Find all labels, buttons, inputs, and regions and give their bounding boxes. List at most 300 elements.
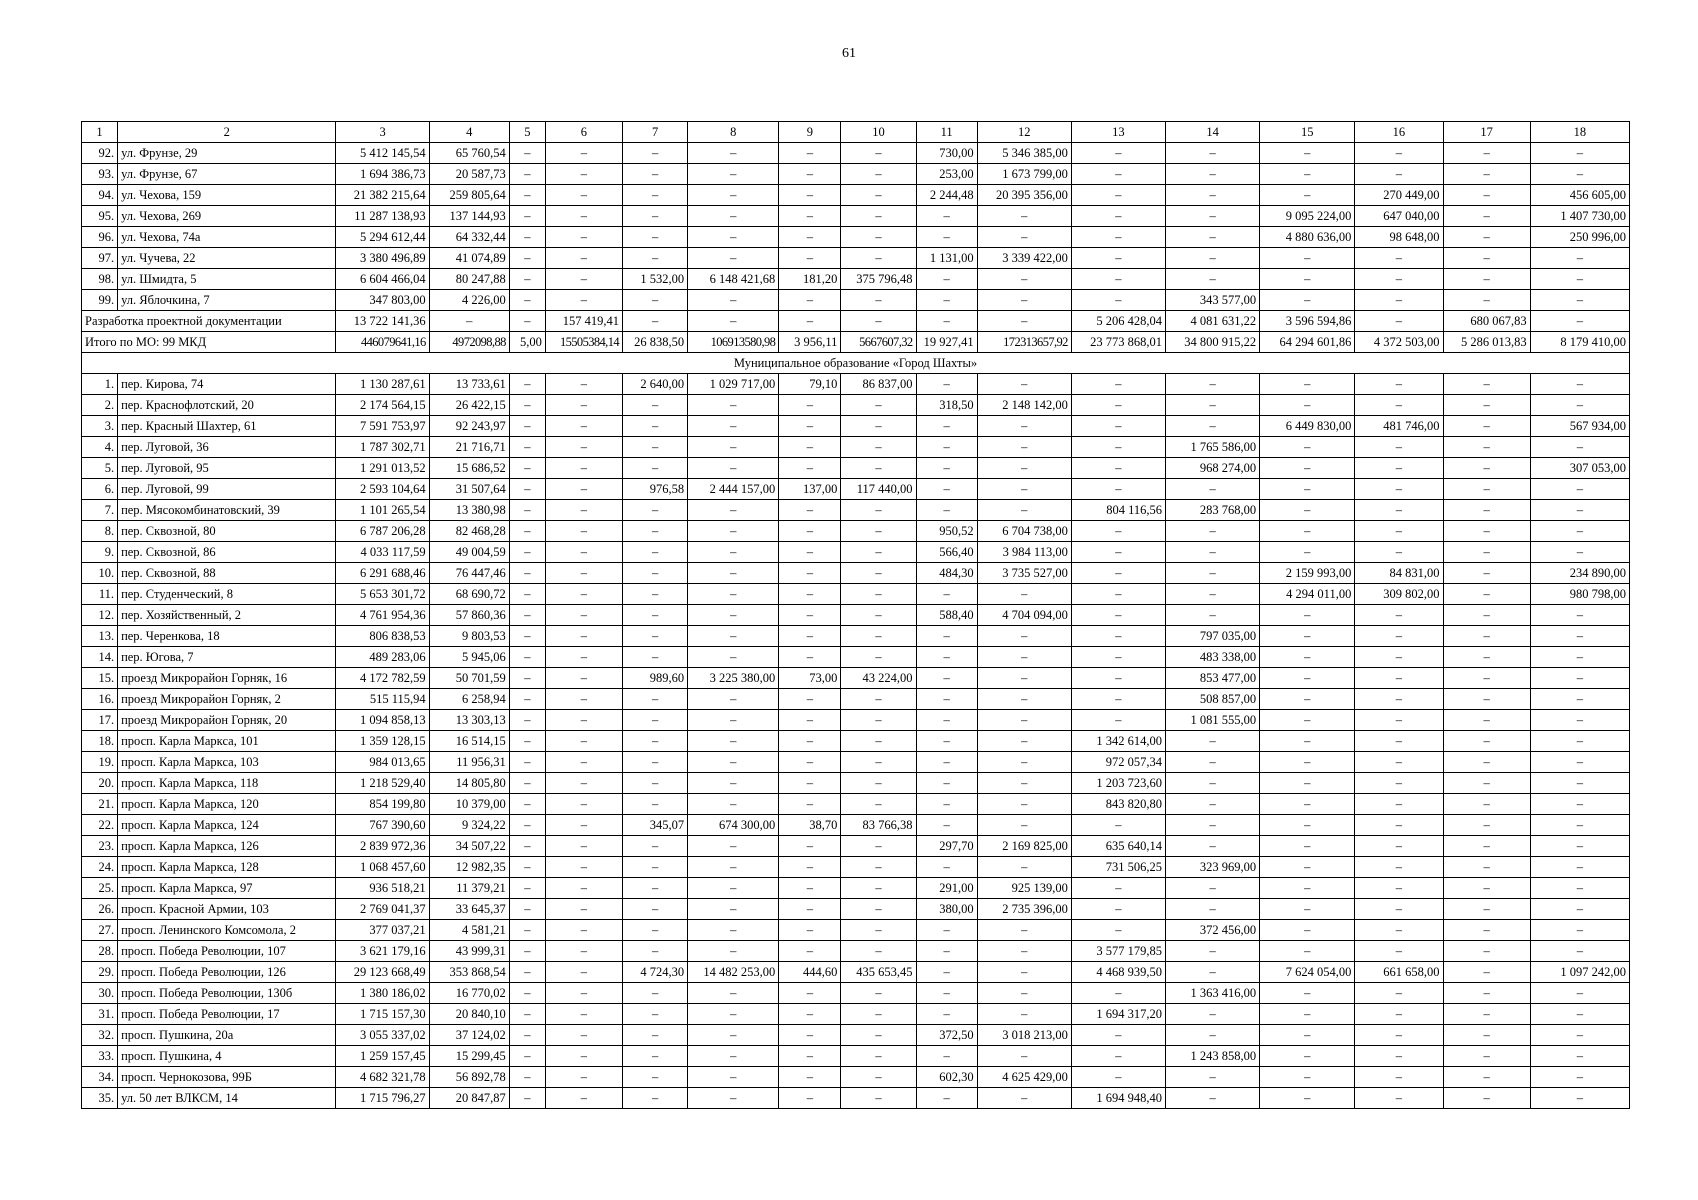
table-cell: – bbox=[779, 752, 841, 773]
table-cell: – bbox=[1443, 920, 1530, 941]
table-cell: – bbox=[1355, 395, 1443, 416]
table-cell: 33. bbox=[82, 1046, 118, 1067]
table-cell: – bbox=[623, 731, 688, 752]
table-cell: 1 029 717,00 bbox=[688, 374, 779, 395]
table-cell: – bbox=[545, 290, 622, 311]
table-cell: 6 704 738,00 bbox=[977, 521, 1071, 542]
table-cell: – bbox=[1355, 458, 1443, 479]
table-cell: просп. Карла Маркса, 120 bbox=[118, 794, 336, 815]
table-cell: – bbox=[916, 1046, 977, 1067]
table-cell: 566,40 bbox=[916, 542, 977, 563]
table-cell: 1 673 799,00 bbox=[977, 164, 1071, 185]
table-cell: – bbox=[623, 647, 688, 668]
table-cell: – bbox=[688, 563, 779, 584]
table-cell: – bbox=[841, 983, 916, 1004]
table-cell: – bbox=[1071, 227, 1165, 248]
table-cell: – bbox=[545, 1067, 622, 1088]
table-cell: – bbox=[545, 1088, 622, 1109]
table-cell: 64 332,44 bbox=[429, 227, 509, 248]
table-cell: – bbox=[623, 773, 688, 794]
table-cell: 291,00 bbox=[916, 878, 977, 899]
table-cell: – bbox=[688, 584, 779, 605]
table-cell: 19 927,41 bbox=[916, 332, 977, 353]
table-cell: 31. bbox=[82, 1004, 118, 1025]
table-cell: 767 390,60 bbox=[336, 815, 429, 836]
table-cell: – bbox=[977, 374, 1071, 395]
table-row bbox=[82, 143, 1630, 164]
table-cell: – bbox=[1530, 1067, 1629, 1088]
table-cell: – bbox=[1260, 857, 1355, 878]
column-header: 8 bbox=[688, 122, 779, 143]
table-cell: пер. Луговой, 36 bbox=[118, 437, 336, 458]
table-cell: – bbox=[1260, 248, 1355, 269]
table-cell: – bbox=[623, 458, 688, 479]
table-cell: – bbox=[545, 269, 622, 290]
table-cell: – bbox=[1355, 479, 1443, 500]
table-cell: – bbox=[623, 185, 688, 206]
table-cell: – bbox=[841, 731, 916, 752]
table-cell: – bbox=[841, 836, 916, 857]
table-cell: – bbox=[688, 1088, 779, 1109]
table-cell: 1. bbox=[82, 374, 118, 395]
table-cell: – bbox=[1071, 710, 1165, 731]
table-cell: – bbox=[623, 248, 688, 269]
table-cell: – bbox=[841, 311, 916, 332]
table-cell: 21 716,71 bbox=[429, 437, 509, 458]
table-cell: просп. Ленинского Комсомола, 2 bbox=[118, 920, 336, 941]
table-cell: – bbox=[1443, 542, 1530, 563]
table-cell: – bbox=[623, 752, 688, 773]
table-cell: 1 203 723,60 bbox=[1071, 773, 1165, 794]
table-cell: 588,40 bbox=[916, 605, 977, 626]
table-cell: – bbox=[1530, 1046, 1629, 1067]
table-cell: – bbox=[1166, 395, 1260, 416]
table-cell: – bbox=[545, 752, 622, 773]
table-cell: – bbox=[779, 1088, 841, 1109]
table-cell: 1 407 730,00 bbox=[1530, 206, 1629, 227]
column-header: 4 bbox=[429, 122, 509, 143]
table-cell: 1 715 796,27 bbox=[336, 1088, 429, 1109]
table-cell: 4 226,00 bbox=[429, 290, 509, 311]
table-cell: – bbox=[841, 584, 916, 605]
table-cell: 26. bbox=[82, 899, 118, 920]
table-cell: пер. Красный Шахтер, 61 bbox=[118, 416, 336, 437]
table-row bbox=[82, 815, 1630, 836]
table-cell: пер. Мясокомбинатовский, 39 bbox=[118, 500, 336, 521]
table-cell: – bbox=[509, 458, 545, 479]
table-cell: – bbox=[841, 920, 916, 941]
table-cell: – bbox=[1071, 647, 1165, 668]
table-cell: – bbox=[779, 1046, 841, 1067]
table-cell: ул. Яблочкина, 7 bbox=[118, 290, 336, 311]
table-cell: 99. bbox=[82, 290, 118, 311]
table-cell: – bbox=[1166, 206, 1260, 227]
table-cell: – bbox=[1260, 521, 1355, 542]
table-cell: – bbox=[509, 962, 545, 983]
table-cell: – bbox=[1530, 647, 1629, 668]
table-cell: – bbox=[916, 1004, 977, 1025]
column-header: 15 bbox=[1260, 122, 1355, 143]
table-cell: – bbox=[688, 458, 779, 479]
table-cell: – bbox=[841, 773, 916, 794]
table-cell: пер. Кирова, 74 bbox=[118, 374, 336, 395]
table-cell: 12. bbox=[82, 605, 118, 626]
table-cell: – bbox=[841, 521, 916, 542]
table-cell: 11 956,31 bbox=[429, 752, 509, 773]
table-row bbox=[82, 1067, 1630, 1088]
table-cell: – bbox=[779, 1067, 841, 1088]
table-cell: – bbox=[1530, 269, 1629, 290]
table-cell: пер. Луговой, 99 bbox=[118, 479, 336, 500]
table-cell: – bbox=[623, 584, 688, 605]
table-cell: – bbox=[1530, 542, 1629, 563]
table-cell: – bbox=[779, 605, 841, 626]
table-cell: – bbox=[779, 794, 841, 815]
table-cell: – bbox=[1443, 395, 1530, 416]
table-cell: – bbox=[1166, 1025, 1260, 1046]
table-cell: – bbox=[509, 773, 545, 794]
table-cell: 3 225 380,00 bbox=[688, 668, 779, 689]
table-cell: – bbox=[1260, 437, 1355, 458]
table-cell: – bbox=[1355, 794, 1443, 815]
table-cell: 1 068 457,60 bbox=[336, 857, 429, 878]
table-cell: – bbox=[1166, 248, 1260, 269]
table-cell: – bbox=[509, 374, 545, 395]
table-cell: – bbox=[623, 857, 688, 878]
table-cell: – bbox=[1443, 458, 1530, 479]
table-cell: – bbox=[509, 626, 545, 647]
table-cell: – bbox=[623, 395, 688, 416]
table-cell: 15505384,14 bbox=[545, 332, 622, 353]
table-cell: пер. Краснофлотский, 20 bbox=[118, 395, 336, 416]
table-cell: 4. bbox=[82, 437, 118, 458]
table-cell: 13. bbox=[82, 626, 118, 647]
table-cell: 34 800 915,22 bbox=[1166, 332, 1260, 353]
table-cell: просп. Пушкина, 4 bbox=[118, 1046, 336, 1067]
table-cell: 4 033 117,59 bbox=[336, 542, 429, 563]
table-cell: 1 094 858,13 bbox=[336, 710, 429, 731]
table-cell: 5 206 428,04 bbox=[1071, 311, 1165, 332]
table-cell: 1 081 555,00 bbox=[1166, 710, 1260, 731]
table-cell: 508 857,00 bbox=[1166, 689, 1260, 710]
table-cell: – bbox=[509, 836, 545, 857]
table-cell: 38,70 bbox=[779, 815, 841, 836]
table-row bbox=[82, 1004, 1630, 1025]
table-cell: – bbox=[977, 584, 1071, 605]
table-cell: – bbox=[545, 626, 622, 647]
table-cell: 6 604 466,04 bbox=[336, 269, 429, 290]
table-cell: 34. bbox=[82, 1067, 118, 1088]
table-cell: – bbox=[916, 941, 977, 962]
table-cell: – bbox=[1530, 1025, 1629, 1046]
table-cell: – bbox=[1071, 983, 1165, 1004]
table-cell: 7. bbox=[82, 500, 118, 521]
table-cell: – bbox=[1260, 647, 1355, 668]
table-cell: просп. Карла Маркса, 126 bbox=[118, 836, 336, 857]
table-cell: 925 139,00 bbox=[977, 878, 1071, 899]
column-header: 12 bbox=[977, 122, 1071, 143]
table-cell: 647 040,00 bbox=[1355, 206, 1443, 227]
table-cell: проезд Микрорайон Горняк, 2 bbox=[118, 689, 336, 710]
table-cell: – bbox=[688, 542, 779, 563]
table-cell: – bbox=[688, 227, 779, 248]
table-cell: – bbox=[509, 920, 545, 941]
table-cell: 446079641,16 bbox=[336, 332, 429, 353]
table-cell: – bbox=[545, 689, 622, 710]
table-cell: – bbox=[1166, 752, 1260, 773]
table-cell: – bbox=[1530, 731, 1629, 752]
table-cell: 7 624 054,00 bbox=[1260, 962, 1355, 983]
table-cell: 9 324,22 bbox=[429, 815, 509, 836]
table-cell: – bbox=[916, 290, 977, 311]
table-cell: 57 860,36 bbox=[429, 605, 509, 626]
table-cell: – bbox=[1443, 290, 1530, 311]
table-cell: 82 468,28 bbox=[429, 521, 509, 542]
table-cell: – bbox=[623, 878, 688, 899]
table-cell: – bbox=[1355, 626, 1443, 647]
table-cell: – bbox=[977, 500, 1071, 521]
table-cell: – bbox=[545, 647, 622, 668]
table-cell: – bbox=[1260, 1088, 1355, 1109]
table-cell: – bbox=[1071, 185, 1165, 206]
table-cell: 1 101 265,54 bbox=[336, 500, 429, 521]
table-cell: 307 053,00 bbox=[1530, 458, 1629, 479]
table-cell: – bbox=[1355, 1046, 1443, 1067]
table-cell: – bbox=[545, 542, 622, 563]
table-cell: – bbox=[1071, 206, 1165, 227]
table-cell: – bbox=[841, 1067, 916, 1088]
table-cell: пер. Сквозной, 86 bbox=[118, 542, 336, 563]
table-row bbox=[82, 710, 1630, 731]
table-cell: – bbox=[623, 206, 688, 227]
table-cell: – bbox=[623, 1067, 688, 1088]
table-cell: – bbox=[1443, 710, 1530, 731]
table-cell: – bbox=[1355, 899, 1443, 920]
table-cell: 661 658,00 bbox=[1355, 962, 1443, 983]
table-cell: – bbox=[1071, 143, 1165, 164]
table-cell: – bbox=[623, 143, 688, 164]
table-cell: 4 081 631,22 bbox=[1166, 311, 1260, 332]
table-cell: – bbox=[779, 899, 841, 920]
table-cell: – bbox=[688, 395, 779, 416]
table-cell: просп. Пушкина, 20а bbox=[118, 1025, 336, 1046]
table-cell: – bbox=[841, 710, 916, 731]
table-cell: – bbox=[509, 647, 545, 668]
table-row bbox=[82, 752, 1630, 773]
table-cell: – bbox=[916, 983, 977, 1004]
table-cell: – bbox=[841, 1004, 916, 1025]
table-cell: – bbox=[1530, 605, 1629, 626]
table-cell: – bbox=[916, 773, 977, 794]
table-cell: – bbox=[1530, 794, 1629, 815]
table-cell: – bbox=[1166, 773, 1260, 794]
table-cell: – bbox=[1166, 878, 1260, 899]
table-cell: 2 640,00 bbox=[623, 374, 688, 395]
table-cell: – bbox=[623, 290, 688, 311]
summary-row bbox=[82, 311, 1630, 332]
column-header: 11 bbox=[916, 122, 977, 143]
table-cell: 456 605,00 bbox=[1530, 185, 1629, 206]
column-header: 14 bbox=[1166, 122, 1260, 143]
table-cell: – bbox=[977, 710, 1071, 731]
table-cell: – bbox=[1166, 962, 1260, 983]
table-cell: – bbox=[841, 458, 916, 479]
table-cell: – bbox=[688, 605, 779, 626]
table-cell: – bbox=[509, 227, 545, 248]
table-cell: 1 694 317,20 bbox=[1071, 1004, 1165, 1025]
table-cell: – bbox=[509, 269, 545, 290]
table-cell: – bbox=[1071, 374, 1165, 395]
table-cell: 635 640,14 bbox=[1071, 836, 1165, 857]
table-cell: – bbox=[1443, 689, 1530, 710]
table-cell: – bbox=[1530, 1088, 1629, 1109]
table-cell: 73,00 bbox=[779, 668, 841, 689]
table-cell: – bbox=[916, 752, 977, 773]
table-cell: просп. Чернокозова, 99Б bbox=[118, 1067, 336, 1088]
table-cell: – bbox=[841, 899, 916, 920]
table-cell: просп. Победа Революции, 107 bbox=[118, 941, 336, 962]
table-cell: – bbox=[1355, 374, 1443, 395]
table-cell: 172313657,92 bbox=[977, 332, 1071, 353]
table-cell: 13 303,13 bbox=[429, 710, 509, 731]
column-header: 16 bbox=[1355, 122, 1443, 143]
table-cell: – bbox=[916, 626, 977, 647]
table-cell: 804 116,56 bbox=[1071, 500, 1165, 521]
table-cell: – bbox=[1260, 185, 1355, 206]
table-cell: – bbox=[1260, 836, 1355, 857]
table-cell: – bbox=[779, 689, 841, 710]
table-cell: – bbox=[1443, 164, 1530, 185]
table-cell: 84 831,00 bbox=[1355, 563, 1443, 584]
table-cell: – bbox=[977, 647, 1071, 668]
table-cell: – bbox=[545, 1046, 622, 1067]
table-cell: пер. Сквозной, 88 bbox=[118, 563, 336, 584]
table-cell: – bbox=[841, 563, 916, 584]
table-cell: – bbox=[1166, 941, 1260, 962]
table-cell: – bbox=[779, 563, 841, 584]
table-cell: 94. bbox=[82, 185, 118, 206]
table-cell: – bbox=[1443, 500, 1530, 521]
table-cell: – bbox=[1355, 248, 1443, 269]
table-cell: – bbox=[623, 437, 688, 458]
table-cell: – bbox=[509, 500, 545, 521]
table-cell: 950,52 bbox=[916, 521, 977, 542]
table-cell: – bbox=[1355, 836, 1443, 857]
table-cell: – bbox=[1355, 983, 1443, 1004]
table-cell: 8 179 410,00 bbox=[1530, 332, 1629, 353]
table-cell: 730,00 bbox=[916, 143, 977, 164]
table-cell: – bbox=[1530, 983, 1629, 1004]
table-cell: 9 803,53 bbox=[429, 626, 509, 647]
table-cell: 309 802,00 bbox=[1355, 584, 1443, 605]
table-cell: – bbox=[916, 416, 977, 437]
table-cell: – bbox=[1166, 731, 1260, 752]
table-cell: 2 769 041,37 bbox=[336, 899, 429, 920]
table-cell: 4 625 429,00 bbox=[977, 1067, 1071, 1088]
table-cell: – bbox=[509, 1004, 545, 1025]
table-cell: – bbox=[1071, 626, 1165, 647]
table-cell: 24. bbox=[82, 857, 118, 878]
table-cell: – bbox=[841, 689, 916, 710]
page-number: 61 bbox=[842, 46, 856, 61]
table-cell: – bbox=[1530, 836, 1629, 857]
table-cell: 5 286 013,83 bbox=[1443, 332, 1530, 353]
section-title: Муниципальное образование «Город Шахты» bbox=[82, 353, 1630, 374]
table-row bbox=[82, 920, 1630, 941]
table-cell: – bbox=[688, 920, 779, 941]
table-cell: – bbox=[1166, 899, 1260, 920]
table-cell: – bbox=[688, 731, 779, 752]
table-cell: – bbox=[623, 626, 688, 647]
table-cell: 3 380 496,89 bbox=[336, 248, 429, 269]
table-cell: – bbox=[688, 878, 779, 899]
table-cell: – bbox=[1355, 542, 1443, 563]
table-cell: – bbox=[1071, 899, 1165, 920]
table-cell: – bbox=[1355, 1088, 1443, 1109]
table-cell: 680 067,83 bbox=[1443, 311, 1530, 332]
table-cell: 117 440,00 bbox=[841, 479, 916, 500]
table-row bbox=[82, 626, 1630, 647]
table-cell: 3 956,11 bbox=[779, 332, 841, 353]
table-cell: 989,60 bbox=[623, 668, 688, 689]
table-cell: – bbox=[1260, 878, 1355, 899]
table-cell: – bbox=[509, 290, 545, 311]
table-cell: ул. Чехова, 159 bbox=[118, 185, 336, 206]
table-cell: – bbox=[841, 1088, 916, 1109]
table-cell: – bbox=[841, 416, 916, 437]
table-cell: – bbox=[977, 920, 1071, 941]
table-cell: – bbox=[1443, 1046, 1530, 1067]
table-cell: 1 787 302,71 bbox=[336, 437, 429, 458]
table-cell: 17. bbox=[82, 710, 118, 731]
table-cell: 972 057,34 bbox=[1071, 752, 1165, 773]
table-cell: – bbox=[1260, 542, 1355, 563]
table-cell: 21 382 215,64 bbox=[336, 185, 429, 206]
table-cell: 253,00 bbox=[916, 164, 977, 185]
table-cell: 1 359 128,15 bbox=[336, 731, 429, 752]
table-cell: ул. Шмидта, 5 bbox=[118, 269, 336, 290]
table-cell: – bbox=[779, 311, 841, 332]
table-cell: 33 645,37 bbox=[429, 899, 509, 920]
table-row bbox=[82, 290, 1630, 311]
table-cell: – bbox=[1071, 584, 1165, 605]
table-row bbox=[82, 500, 1630, 521]
table-row bbox=[82, 1025, 1630, 1046]
table-cell: – bbox=[1443, 983, 1530, 1004]
table-cell: – bbox=[779, 920, 841, 941]
table-cell: 41 074,89 bbox=[429, 248, 509, 269]
table-cell: – bbox=[916, 920, 977, 941]
table-cell: – bbox=[916, 206, 977, 227]
table-cell: 731 506,25 bbox=[1071, 857, 1165, 878]
table-cell: – bbox=[1166, 836, 1260, 857]
table-cell: – bbox=[1166, 185, 1260, 206]
column-header: 6 bbox=[545, 122, 622, 143]
table-cell: 65 760,54 bbox=[429, 143, 509, 164]
table-cell: 76 447,46 bbox=[429, 563, 509, 584]
table-cell: – bbox=[623, 500, 688, 521]
table-row bbox=[82, 983, 1630, 1004]
table-cell: 4972098,88 bbox=[429, 332, 509, 353]
table-cell: 157 419,41 bbox=[545, 311, 622, 332]
table-cell: 259 805,64 bbox=[429, 185, 509, 206]
table-cell: – bbox=[841, 857, 916, 878]
table-cell: 83 766,38 bbox=[841, 815, 916, 836]
table-cell: – bbox=[841, 227, 916, 248]
table-cell: 20 847,87 bbox=[429, 1088, 509, 1109]
table-cell: 106913580,98 bbox=[688, 332, 779, 353]
table-cell: 1 131,00 bbox=[916, 248, 977, 269]
